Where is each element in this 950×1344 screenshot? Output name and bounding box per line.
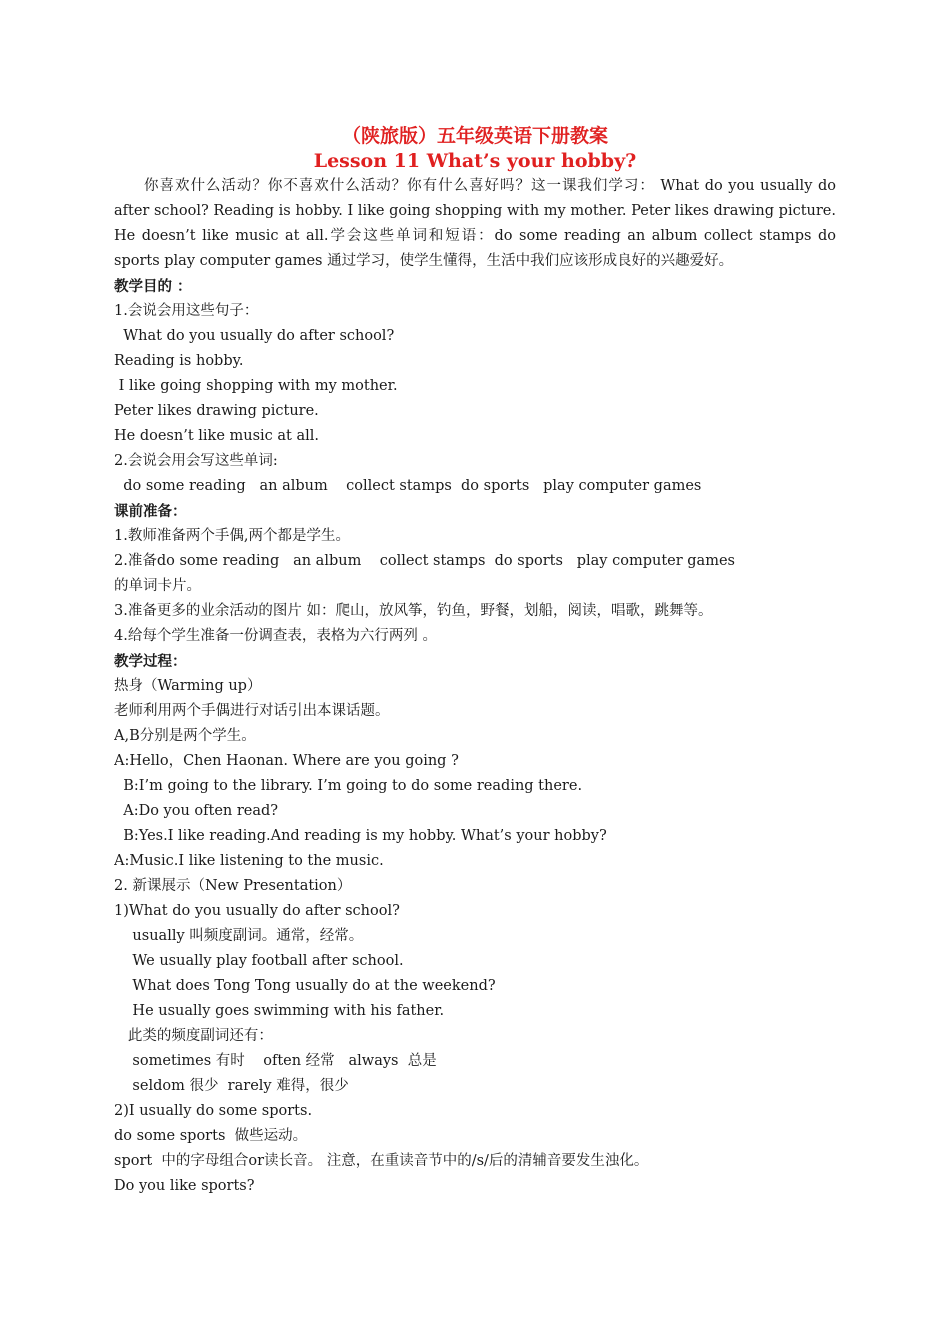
- text-line: 老师利用两个手偶进行对话引出本课话题。: [114, 703, 390, 719]
- text-line: B:Yes.I like reading.And reading is my hobby. What’s your hobby?: [114, 828, 607, 844]
- text-line: 2)I usually do some sports.: [114, 1103, 313, 1119]
- text-line: sometimes 有时 often 经常 always 总是: [114, 1053, 437, 1069]
- text-line: What do you usually do after school?: [114, 328, 395, 344]
- section-heading: 教学目的 ：: [114, 278, 192, 295]
- text-line: 2.准备do some reading an album collect stamps do sports play computer games: [114, 553, 735, 569]
- text-line: 1.教师准备两个手偶,两个都是学生。: [114, 528, 350, 544]
- text-line: 1)What do you usually do after school?: [114, 903, 400, 919]
- text-line: 热身（Warming up）: [114, 678, 262, 694]
- text-line: 1.会说会用这些句子：: [114, 303, 259, 319]
- text-line: A:Music.I like listening to the music.: [114, 853, 384, 869]
- document-title-en: Lesson 11 What’s your hobby?: [313, 150, 637, 172]
- section-heading: 课前准备：: [114, 503, 187, 520]
- text-line: 的单词卡片。: [114, 578, 201, 594]
- text-line: 2. 新课展示（New Presentation）: [114, 878, 352, 894]
- text-line: B:I’m going to the library. I’m going to do some reading there.: [114, 778, 583, 794]
- text-line: do some reading an album collect stamps do sports play computer games: [114, 478, 702, 494]
- document-title-cn: （陕旅版）五年级英语下册教案: [341, 125, 608, 147]
- text-line: Do you like sports?: [114, 1178, 255, 1194]
- text-line: Reading is hobby.: [114, 353, 244, 369]
- text-line: He usually goes swimming with his father.: [114, 1003, 445, 1019]
- text-line: A:Hello，Chen Haonan. Where are you going ?: [114, 753, 459, 769]
- intro-paragraph: 你喜欢什么活动？你不喜欢什么活动？你有什么喜好吗？这一课我们学习： What do you usually do after school? Reading is hobby. I like going shopping with my mother. Peter likes drawing picture. He doesn’t like music at all.学会这些单词和短语：do some reading an album collect stamps do sports play computer games 通过学习，使学生懂得，生活中我们应该形成良好的兴趣爱好。: [114, 178, 836, 269]
- text-line: What does Tong Tong usually do at the weekend?: [114, 978, 496, 994]
- text-line: seldom 很少 rarely 难得，很少: [114, 1078, 349, 1094]
- text-line: do some sports 做些运动。: [114, 1128, 308, 1144]
- text-line: 2.会说会用会写这些单词:: [114, 453, 278, 469]
- text-line: 3.准备更多的业余活动的图片 如：爬山，放风筝，钓鱼，野餐，划船，阅读，唱歌，跳舞等。: [114, 603, 713, 619]
- text-line: A,B分别是两个学生。: [114, 728, 256, 744]
- document-body: [114, 124, 836, 1199]
- text-line: He doesn’t like music at all.: [114, 428, 320, 444]
- text-line: 此类的频度副词还有：: [114, 1028, 273, 1044]
- text-line: 4.给每个学生准备一份调查表，表格为六行两列 。: [114, 628, 437, 644]
- text-line: A:Do you often read?: [114, 803, 279, 819]
- lesson-lines: [114, 274, 836, 1199]
- text-line: usually 叫频度副词。通常，经常。: [114, 928, 364, 944]
- text-line: We usually play football after school.: [114, 953, 404, 969]
- text-line: I like going shopping with my mother.: [114, 378, 398, 394]
- section-heading: 教学过程：: [114, 653, 187, 670]
- text-line: sport 中的字母组合or读长音。 注意，在重读音节中的/s/后的清辅音要发生浊化。: [114, 1153, 649, 1169]
- text-line: Peter likes drawing picture.: [114, 403, 319, 419]
